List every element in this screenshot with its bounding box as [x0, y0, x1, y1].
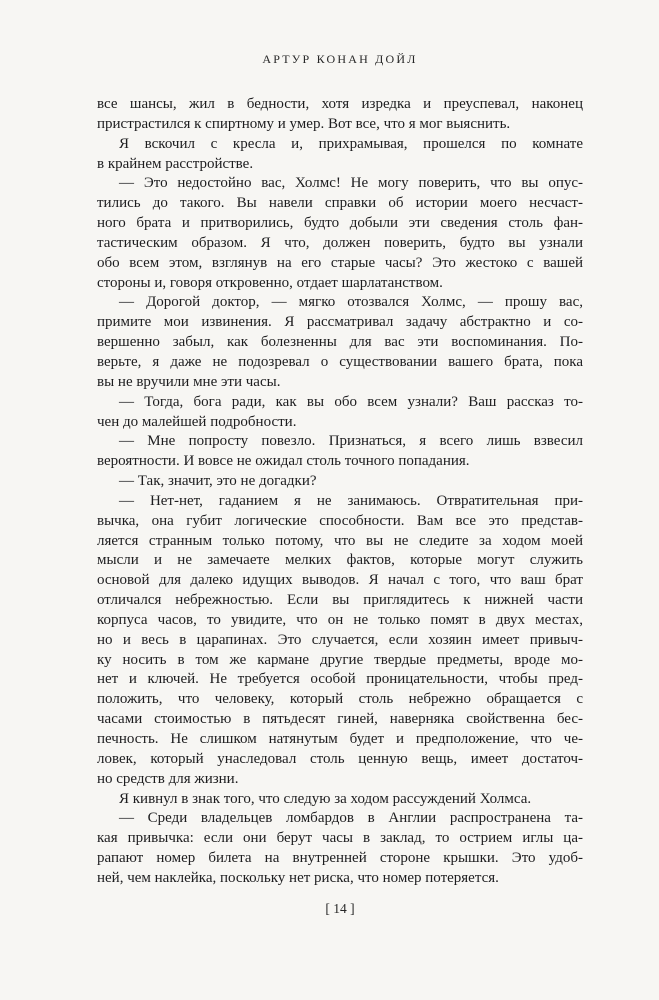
paragraph — [97, 95, 583, 135]
text-line: положить, что человеку, который столь небрежно обращается с — [97, 691, 583, 708]
text-line: корпуса часов, то увидите, что он не только помят в двух местах, — [97, 611, 583, 628]
text-line: — Так, значит, это не догадки? — [119, 473, 317, 490]
text-line: — Тогда, бога ради, как вы обо всем узнали? Ваш рассказ то- — [119, 393, 583, 410]
paragraph — [97, 135, 583, 175]
text-line: кая привычка: если они берут часы в заклад, то острием иглы ца- — [97, 830, 583, 847]
text-line: пристрастился к спиртному и умер. Вот все, что я мог выяснить. — [97, 115, 511, 132]
text-line: ку носить в том же кармане другие твердые предметы, вроде мо- — [97, 651, 583, 668]
paragraph — [97, 809, 583, 888]
text-line: — Нет-нет, гаданием я не занимаюсь. Отвратительная при- — [119, 492, 583, 509]
text-line: тились до такого. Вы навели справки об истории моего несчаст- — [97, 195, 583, 212]
text-line: ней, чем наклейка, поскольку нет риска, что номер потеряется. — [97, 869, 499, 886]
text-line: основой для далеко идущих выводов. Я начал с того, что ваш брат — [97, 572, 583, 589]
page-number: [ 14 ] — [325, 901, 355, 916]
text-line: обо всем этом, взглянув на его старые часы? Это жестоко с вашей — [97, 254, 583, 271]
paragraph — [97, 790, 583, 810]
text-line: вычка, она губит логические способности. Вам все это представ- — [97, 512, 583, 529]
text-line: отличался небрежностью. Если вы приглядитесь к нижней части — [97, 592, 583, 609]
text-line: чен до малейшей подробности. — [97, 413, 297, 430]
text-line: примите мои извинения. Я рассматривал задачу абстрактно и со- — [97, 314, 583, 331]
paragraph — [97, 432, 583, 472]
text-line: — Это недостойно вас, Холмс! Не могу поверить, что вы опус- — [119, 175, 583, 192]
text-line: часами стоимостью в пятьдесят гиней, наверняка свойственна бес- — [97, 711, 583, 728]
text-line: — Мне попросту повезло. Признаться, я всего лишь взвесил — [119, 433, 583, 450]
text-line: вы не вручили мне эти часы. — [97, 373, 281, 390]
paragraph — [97, 293, 583, 392]
text-line: но и весь в царапинах. Это случается, если хозяин имеет привыч- — [97, 631, 583, 648]
text-line: верьте, я даже не подозревал о существовании вашего брата, пока — [97, 353, 583, 370]
running-header: АРТУР КОНАН ДОЙЛ — [262, 52, 418, 66]
text-line: — Дорогой доктор, — мягко отозвался Холмс, — прошу вас, — [119, 294, 583, 311]
text-line: тастическим образом. Я что, должен поверить, будто вы узнали — [97, 234, 583, 251]
text-line: печность. Не слишком натянутым будет и предположение, что че- — [97, 731, 583, 747]
paragraph — [97, 472, 583, 492]
text-line: рапают номер билета на внутренней стороне крышки. Это удоб- — [97, 850, 583, 867]
paragraph — [97, 492, 583, 790]
text-line: ловек, который унаследовал столь ценную вещь, имеет достаточ- — [97, 750, 583, 767]
text-line: ного брата и притворились, будто добыли эти сведения столь фан- — [97, 215, 583, 232]
text-line: в крайнем расстройстве. — [97, 155, 254, 172]
text-line: стороны и, говоря откровенно, отдает шарлатанством. — [97, 274, 443, 291]
text-line: Я вскочил с кресла и, прихрамывая, прошелся по комнате — [119, 135, 583, 152]
text-line: вершенно забыл, как болезненны для вас эти воспоминания. По- — [97, 334, 583, 351]
text-line: — Среди владельцев ломбардов в Англии распространена та- — [119, 810, 583, 827]
text-line: ляется странным только потому, что вы не следите за ходом моей — [97, 532, 583, 549]
text-line: но средств для жизни. — [97, 770, 239, 787]
text-line: мысли и не замечаете мелких фактов, которые могут служить — [97, 552, 583, 569]
text-line: все шансы, жил в бедности, хотя изредка и преуспевал, наконец — [97, 96, 583, 112]
text-line: вероятности. И вовсе не ожидал столь точного попадания. — [97, 453, 470, 470]
text-line: нет и ключей. Не требуется особой проницательности, чтобы пред- — [97, 671, 583, 688]
text-line: Я кивнул в знак того, что следую за ходом рассуждений Холмса. — [119, 790, 532, 807]
paragraph — [97, 393, 583, 433]
body-text — [97, 95, 583, 889]
paragraph — [97, 174, 583, 293]
